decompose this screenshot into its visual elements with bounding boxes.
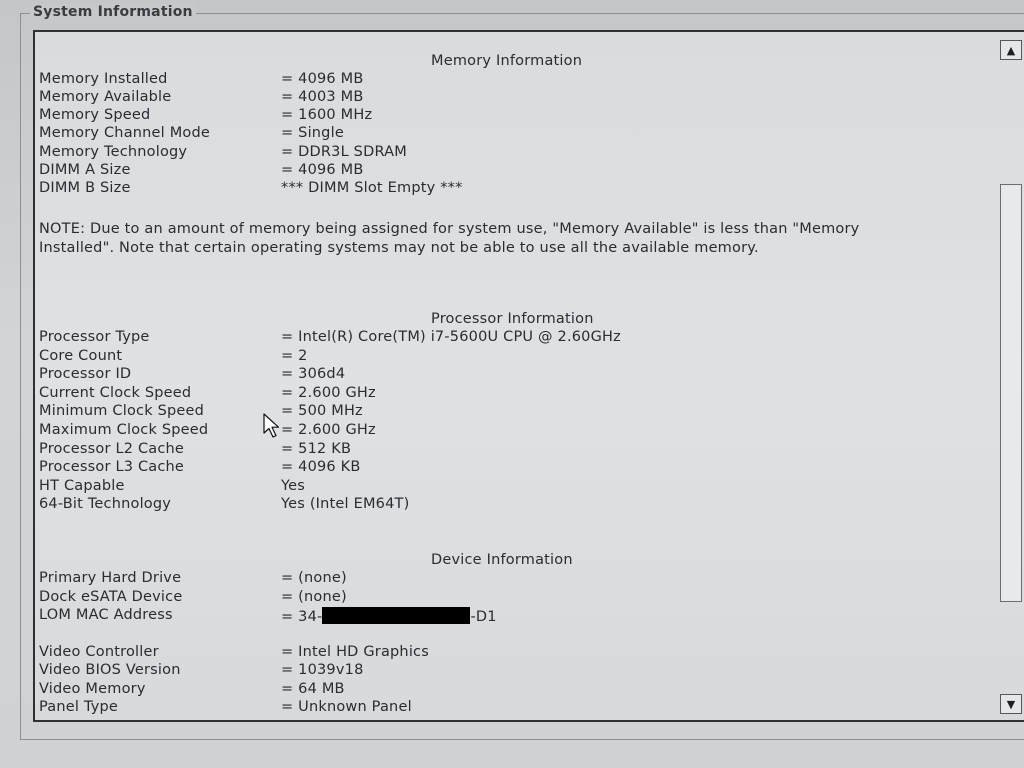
scroll-down-button[interactable]	[1000, 694, 1022, 714]
info-value: = 2	[281, 348, 308, 364]
info-value: = 4096 KB	[281, 459, 361, 475]
info-content	[39, 32, 989, 720]
redaction-bar	[322, 607, 470, 624]
mac-prefix: = 34-	[281, 609, 323, 625]
info-value: = 1600 MHz	[281, 107, 373, 123]
scroll-up-button[interactable]	[1000, 40, 1022, 60]
info-value: = 2.600 GHz	[281, 385, 376, 401]
info-label: LOM MAC Address	[39, 607, 173, 623]
memory-note: NOTE: Due to an amount of memory being assigned for system use, "Memory Available" is less than "Memory Installed". Note that certain operating systems may not be able to use all the available memory.	[39, 221, 860, 256]
vertical-scrollbar[interactable]	[1000, 40, 1022, 714]
info-label: Memory Installed	[39, 71, 168, 87]
processor-section-title: Processor Information	[431, 311, 594, 327]
group-title: System Information	[30, 4, 196, 20]
info-value: = Unknown Panel	[281, 699, 412, 715]
scroll-thumb[interactable]	[1000, 184, 1022, 602]
scroll-track[interactable]	[1000, 60, 1022, 694]
mac-suffix: -D1	[470, 609, 497, 625]
info-label: Video Controller	[39, 644, 159, 660]
info-value: = Single	[281, 125, 344, 141]
info-label: Memory Technology	[39, 144, 188, 160]
info-value: Yes (Intel EM64T)	[281, 496, 410, 512]
info-value: = Intel HD Graphics	[281, 644, 429, 660]
info-label: Video BIOS Version	[39, 662, 181, 678]
memory-section-title: Memory Information	[431, 53, 583, 69]
info-label: DIMM B Size	[39, 180, 131, 196]
info-value: = (none)	[281, 570, 347, 586]
info-label: HT Capable	[39, 478, 125, 494]
info-value: = 4003 MB	[281, 89, 364, 105]
triangle-up-icon: ▲	[1006, 43, 1016, 57]
info-label: Panel Type	[39, 699, 119, 715]
system-information-panel[interactable]	[33, 30, 1024, 722]
info-label: Core Count	[39, 348, 123, 364]
info-value: = 306d4	[281, 366, 346, 382]
info-value: = 4096 MB	[281, 162, 364, 178]
device-section-title: Device Information	[431, 552, 573, 568]
info-label: DIMM A Size	[39, 162, 131, 178]
info-value: = DDR3L SDRAM	[281, 144, 407, 160]
mouse-pointer-icon	[263, 413, 281, 439]
info-label: Memory Speed	[39, 107, 151, 123]
info-value: = 500 MHz	[281, 403, 363, 419]
info-label: 64-Bit Technology	[39, 496, 172, 512]
info-value: = 512 KB	[281, 441, 352, 457]
info-label: Memory Available	[39, 89, 172, 105]
info-label: Processor L3 Cache	[39, 459, 185, 475]
info-value: = 4096 MB	[281, 71, 364, 87]
info-value: = (none)	[281, 589, 347, 605]
info-value	[281, 607, 497, 625]
info-value: = Intel(R) Core(TM) i7-5600U CPU @ 2.60GHz	[281, 329, 621, 345]
info-value: Yes	[281, 478, 306, 494]
info-label: Maximum Clock Speed	[39, 422, 209, 438]
info-value: = 1039v18	[281, 662, 364, 678]
triangle-down-icon: ▼	[1006, 697, 1016, 711]
info-value: = 2.600 GHz	[281, 422, 376, 438]
info-label: Processor Type	[39, 329, 150, 345]
info-label: Memory Channel Mode	[39, 125, 211, 141]
info-label: Current Clock Speed	[39, 385, 192, 401]
info-label: Video Memory	[39, 681, 146, 697]
info-label: Processor ID	[39, 366, 132, 382]
info-label: Minimum Clock Speed	[39, 403, 205, 419]
info-value: *** DIMM Slot Empty ***	[281, 180, 463, 196]
info-label: Dock eSATA Device	[39, 589, 183, 605]
info-value: = 64 MB	[281, 681, 345, 697]
info-label: Processor L2 Cache	[39, 441, 185, 457]
info-label: Primary Hard Drive	[39, 570, 182, 586]
